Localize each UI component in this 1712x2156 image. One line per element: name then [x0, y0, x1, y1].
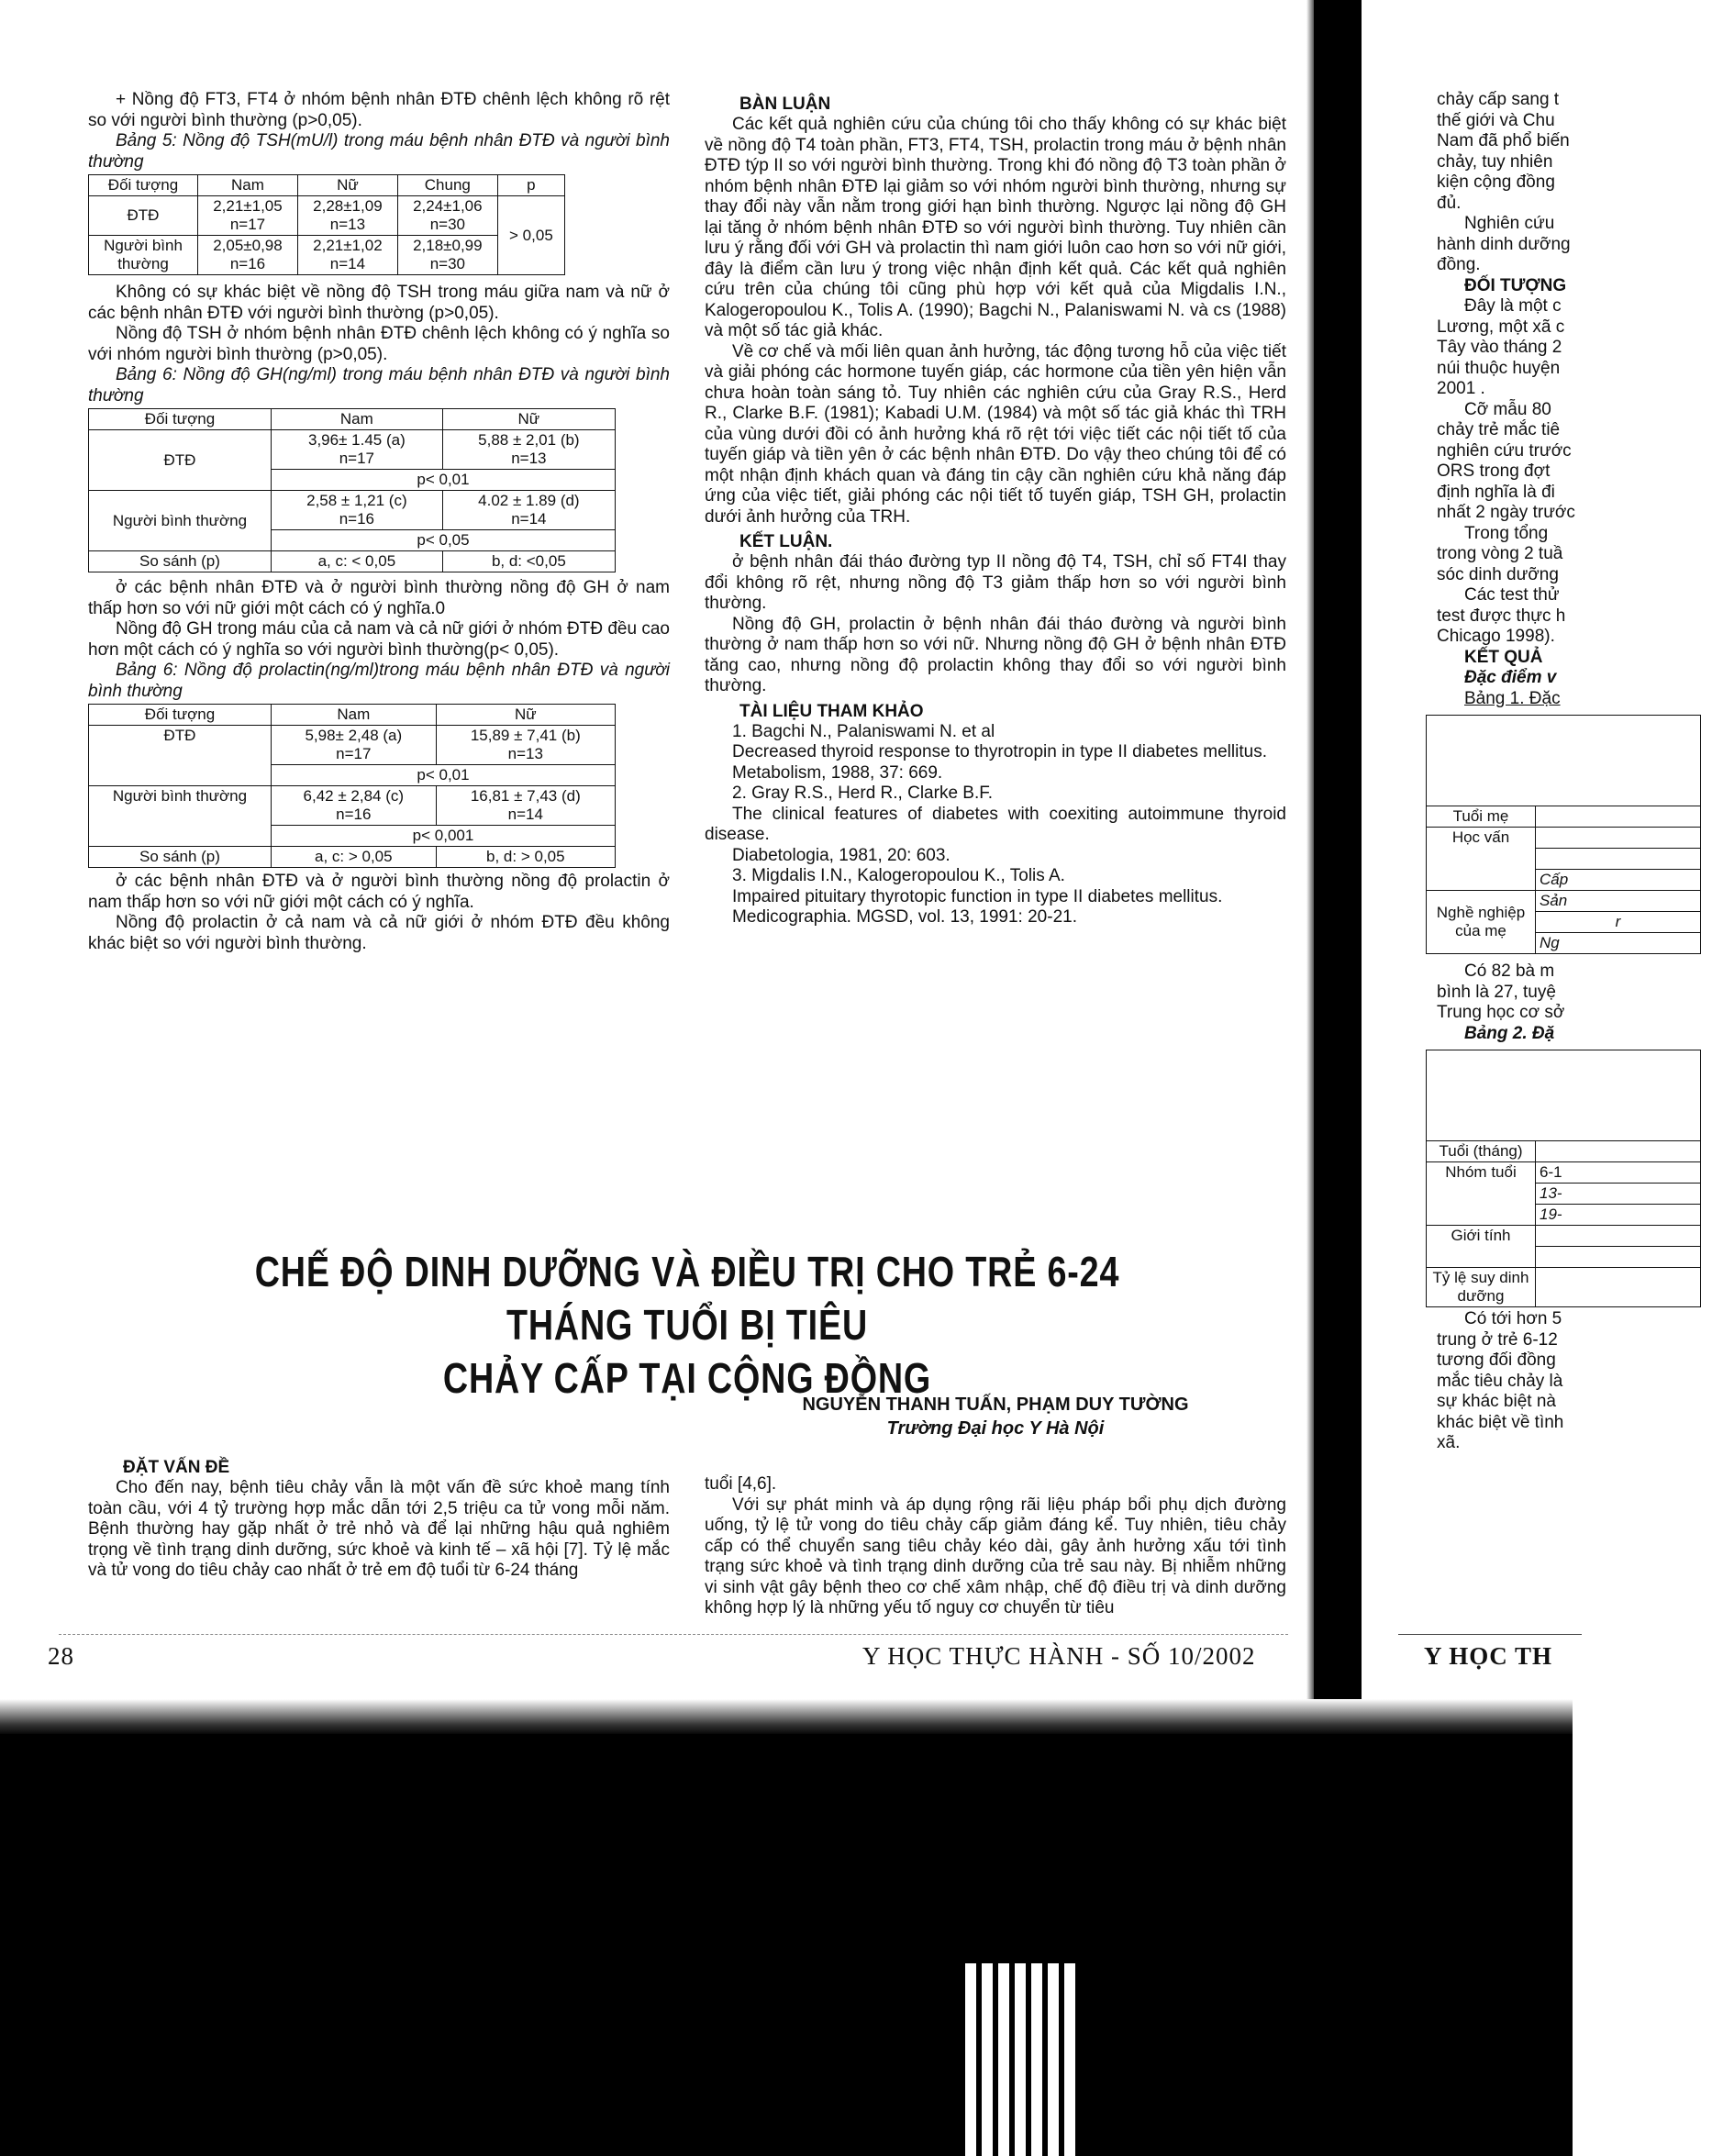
table-cell: r: [1536, 912, 1701, 933]
text-line: test được thực h: [1437, 606, 1566, 626]
table-cell: Chung: [397, 175, 497, 196]
text-line: tương đối đồng: [1437, 1350, 1556, 1370]
scan-bar-code: [965, 1963, 1080, 2156]
table-caption: Bảng 6: Nồng độ GH(ng/ml) trong máu bệnh nhân ĐTĐ và người bình thường: [88, 365, 670, 406]
table-row: [89, 196, 565, 236]
text-line: Đặc điểm v: [1464, 668, 1557, 687]
paragraph: ở các bệnh nhân ĐTĐ và ở người bình thường nồng độ prolactin ở nam thấp hơn so với nữ giới một cách có ý nghĩa.: [88, 872, 670, 912]
text-line: Tây vào tháng 2: [1437, 338, 1562, 357]
table-2-fragment: [1426, 1050, 1701, 1307]
text-line: Các test thử: [1464, 585, 1560, 605]
article-title: [88, 1245, 1286, 1405]
text-line: trung ở trẻ 6-12: [1437, 1329, 1558, 1350]
paragraph: Không có sự khác biệt về nồng độ TSH trong máu giữa nam và nữ ở các bệnh nhân ĐTĐ với người bình thường (p>0,05).: [88, 283, 670, 323]
text-line: trong vòng 2 tuầ: [1437, 544, 1563, 563]
table-cell: 2,21±1,02 n=14: [297, 236, 397, 275]
table-row: [89, 786, 616, 826]
table-cell: p< 0,001: [272, 826, 616, 847]
text-line: Trung học cơ sở: [1437, 1003, 1565, 1022]
section-heading: TÀI LIỆU THAM KHẢO: [739, 701, 924, 721]
table-cell: a, c: < 0,05: [272, 551, 443, 572]
article-title-line: CHẢY CẤP TẠI CỘNG ĐỒNG: [442, 1354, 932, 1402]
reference-title: Decreased thyroid response to thyrotropin in type II diabetes mellitus.: [732, 742, 1267, 761]
text-line: mắc tiêu chảy là: [1437, 1371, 1563, 1391]
table-cell: Học vấn: [1427, 828, 1536, 891]
scan-bottom-area: [0, 1734, 1573, 2156]
paragraph: Nồng độ GH, prolactin ở bệnh nhân đái tháo đường và người bình thường ở nam thấp hơn so với nữ. Nhưng nồng độ GH ở bệnh nhân ĐTĐ tăng cao, nhưng nồng độ prolactin không thay đổi so với người bình thường.: [705, 614, 1286, 695]
text-line: núi thuộc huyện: [1437, 358, 1561, 378]
table-cell: p< 0,05: [272, 530, 616, 551]
table-cell: p< 0,01: [272, 470, 616, 491]
table-cell: 5,88 ± 2,01 (b) n=13: [442, 430, 615, 470]
table-cell: 2,28±1,09 n=13: [297, 196, 397, 236]
footer-rule-fragment: [1398, 1634, 1582, 1635]
middle-column: [705, 90, 1286, 928]
text-line: nhất 2 ngày trước: [1437, 503, 1575, 522]
table-cell: So sánh (p): [89, 847, 272, 868]
table-cell: 19-: [1536, 1205, 1701, 1226]
text-line: chảy trẻ mắc tiê: [1437, 420, 1561, 439]
footer-rule: [59, 1634, 1288, 1635]
reference-authors: 3. Migdalis I.N., Kalogeropoulou K., Tolis A.: [732, 866, 1065, 885]
table-cell: 13-: [1536, 1184, 1701, 1205]
text-line: Trong tổng: [1464, 523, 1549, 543]
table-row: [89, 551, 616, 572]
table-cell: 2,58 ± 1,21 (c) n=16: [272, 491, 443, 530]
table-cell: Tuổi (tháng): [1427, 1141, 1536, 1162]
table-cell: Nhóm tuổi: [1427, 1162, 1536, 1226]
reference-authors: 1. Bagchi N., Palaniswami N. et al: [732, 721, 995, 741]
affiliation: Trường Đại học Y Hà Nội: [886, 1418, 1105, 1439]
table-caption: Bảng 5: Nồng độ TSH(mU/l) trong máu bệnh nhân ĐTĐ và người bình thường: [88, 131, 670, 172]
paragraph: Các kết quả nghiên cứu của chúng tôi cho thấy không có sự khác biệt về nồng độ T4 toàn phần, FT3, FT4, TSH, prolactin trong máu ở bệnh nhân ĐTĐ týp II so với người bình thường. Trong khi đó nồng độ T3 toàn phần ở nhóm bệnh nhân ĐTĐ lại giảm so với nhóm người bình thường, nhưng sự thay đổi này vẫn nằm trong giới hạn bình thường. Ngược lại nồng độ GH lại tăng ở nhóm bệnh nhân ĐTĐ so với người bình thường. Tuy nhiên cần lưu ý rằng đối với GH và prolactin thì nam giới luôn cao hơn so với nữ giới, đây là điểm cần lưu ý trong việc nhận định kết quả. Các kết quả nghiên cứu trên của chúng tôi cũng phù hợp với kết quả của Migdalis I.N., Kalogeropoulou K., Tolis A. (1990); Bagchi N., Palaniswami N. và cs (1988) và một số tác giả khác.: [705, 115, 1286, 340]
table-cell: 3,96± 1.45 (a) n=17: [272, 430, 443, 470]
table-row: [89, 491, 616, 530]
paragraph: Với sự phát minh và áp dụng rộng rãi liệu pháp bổi phụ dịch đường uống, tỷ lệ tử vong do tiêu chảy cấp giảm đáng kể. Tuy nhiên, tiêu chảy cấp có thể chuyển sang tiêu chảy kéo dài, gây ảnh hưởng xấu tới tình trạng sức khoẻ và tình trạng dinh dưỡng của trẻ sau này. Bị nhiễm những vi sinh vật gây bệnh theo cơ chế xâm nhập, chế độ điều trị và dinh dưỡng không hợp lý là những yếu tố nguy cơ chuyển từ tiêu: [705, 1495, 1286, 1617]
text-line: Nghiên cứu: [1464, 214, 1555, 233]
table-cell: Nữ: [436, 705, 615, 726]
table-1-fragment: [1426, 715, 1701, 954]
text-line: thế giới và Chu: [1437, 110, 1555, 130]
left-column: [88, 90, 670, 954]
journal-footer-fragment: Y HỌC TH: [1424, 1642, 1553, 1670]
table-cell: [1536, 828, 1701, 849]
text-line: Có tới hơn 5: [1464, 1309, 1562, 1328]
scan-gutter: [1314, 0, 1362, 1706]
reference-source: Diabetologia, 1981, 20: 603.: [732, 845, 950, 865]
table-cell: Ng: [1536, 933, 1701, 954]
table-cell: Nam: [272, 409, 443, 430]
table-row: [89, 847, 616, 868]
next-page-fragment: [1362, 0, 1621, 1706]
paragraph: ở các bệnh nhân ĐTĐ và ở người bình thường nồng độ GH ở nam thấp hơn so với nữ giới một cách có ý nghĩa.0: [88, 578, 670, 618]
table-cell: p: [497, 175, 564, 196]
section-heading: BÀN LUẬN: [739, 94, 831, 114]
section-heading: KẾT LUẬN.: [739, 532, 833, 551]
text-line: chảy cấp sang t: [1437, 90, 1560, 109]
table-cell: ĐTĐ: [89, 196, 198, 236]
table-cell: p< 0,01: [272, 765, 616, 786]
text-line: Chicago 1998).: [1437, 627, 1555, 646]
reference-authors: 2. Gray R.S., Herd R., Clarke B.F.: [732, 783, 994, 803]
table-caption: Bảng 6: Nồng độ prolactin(ng/ml)trong máu bệnh nhân ĐTĐ và người bình thường: [88, 661, 670, 701]
text-line: Đây là một c: [1464, 296, 1562, 316]
table-cell: [1536, 1247, 1701, 1268]
table-5: [88, 174, 565, 275]
table-cell: Đối tượng: [89, 175, 198, 196]
table-prolactin: [88, 704, 616, 868]
table-cell: Cấp: [1536, 870, 1701, 891]
table-6: [88, 408, 616, 572]
text-line: Cỡ mẫu 80: [1464, 399, 1551, 419]
reference-title: The clinical features of diabetes with coexiting autoimmune thyroid disease.: [705, 804, 1286, 844]
table-cell: 6,42 ± 2,84 (c) n=16: [272, 786, 437, 826]
table-cell: 6-1: [1536, 1162, 1701, 1184]
table-cell: ĐTĐ: [89, 726, 272, 786]
table-cell: Giới tính: [1427, 1226, 1536, 1268]
table-cell: b, d: <0,05: [442, 551, 615, 572]
paragraph: ở bệnh nhân đái tháo đường typ II nồng độ T4, TSH, chỉ số FT4I thay đổi không rõ rệt, nhưng nồng độ T3 giảm thấp hơn so với người bình thường.: [705, 552, 1286, 613]
table-cell: 4.02 ± 1.89 (d) n=14: [442, 491, 615, 530]
table-cell: Nữ: [442, 409, 615, 430]
text-line: ORS trong đợt: [1437, 461, 1551, 481]
table-cell: So sánh (p): [89, 551, 272, 572]
article-title-line: CHẾ ĐỘ DINH DƯỠNG VÀ ĐIỀU TRỊ CHO TRẺ 6-24 THÁNG TUỔI BỊ TIÊU: [254, 1248, 1120, 1349]
table-cell: b, d: > 0,05: [436, 847, 615, 868]
text-line: hành dinh dưỡng: [1437, 234, 1571, 254]
text-line: ĐỐI TƯỢNG: [1464, 275, 1567, 295]
article-right-column: [705, 1474, 1286, 1619]
text-line: Bảng 1. Đặc: [1464, 688, 1561, 708]
table-cell: 15,89 ± 7,41 (b) n=13: [436, 726, 615, 765]
table-row: [89, 726, 616, 765]
table-cell: [1536, 1226, 1701, 1247]
table-cell: > 0,05: [497, 196, 564, 275]
table-cell: ĐTĐ: [89, 430, 272, 491]
paragraph: tuổi [4,6].: [705, 1474, 777, 1494]
table-cell: Nữ: [297, 175, 397, 196]
table-cell: Người bình thường: [89, 491, 272, 551]
authors: NGUYỄN THANH TUẤN, PHẠM DUY TƯỜNG: [802, 1395, 1189, 1415]
text-line: Nam đã phổ biến: [1437, 131, 1570, 150]
table-cell: Tuổi mẹ: [1427, 806, 1536, 828]
paragraph: Về cơ chế và mối liên quan ảnh hưởng, tác động tương hỗ của việc tiết và giải phóng các hormone tuyến giáp, các hormone của tiền yên hiện vẫn chưa hoàn toàn sáng tỏ. Tuy nhiên các nghiên cứu của Gray R.S., Herd R., Clarke B.F. (1981); Kabadi U.M. (1984) và một số tác giả khác thì TRH của vùng dưới đồi có ảnh hưởng khá rõ rệt tới việc tiết các nội tiết tố của tuyến giáp và tiền yên ở các bệnh nhân ĐTĐ. Do vậy theo chúng tôi để có một nhận định khách quan và đáng tin cậy cần nghiên cứu khả năng đáp ứng của việc tiết, giải phóng các nội tiết tố tuyến giáp, TSH GH, prolactin dưới ảnh hưởng của TRH.: [705, 341, 1286, 527]
table-cell: Đối tượng: [89, 705, 272, 726]
paragraph: Nồng độ GH trong máu của cả nam và cả nữ giới ở nhóm ĐTĐ đều cao hơn một cách có ý nghĩa so với người bình thường(p< 0,05).: [88, 619, 670, 660]
table-cell: 2,05±0,98 n=16: [198, 236, 298, 275]
section-heading: ĐẶT VẤN ĐỀ: [123, 1458, 230, 1477]
paragraph: Cho đến nay, bệnh tiêu chảy vẫn là một vấn đề sức khoẻ mang tính toàn cầu, với 4 tỷ trường hợp mắc dẫn tới 2,5 triệu ca tử vong mỗi năm. Bệnh thường hay gặp nhất ở trẻ nhỏ và để lại những hậu quả nghiêm trọng về tình trạng dinh dưỡng, sức khoẻ và kinh tế – xã hội [7]. Tỷ lệ mắc và tử vong do tiêu chảy cao nhất ở trẻ em độ tuổi từ 6-24 tháng: [88, 1478, 670, 1580]
table-cell: 2,21±1,05 n=17: [198, 196, 298, 236]
text-line: Có 82 bà m: [1464, 961, 1555, 981]
article-left-column: [88, 1453, 670, 1582]
text-line: Lương, một xã c: [1437, 317, 1565, 337]
table-cell: Đối tượng: [89, 409, 272, 430]
scan-gutter-edge: [1306, 0, 1317, 1706]
table-cell: [1536, 806, 1701, 828]
reference-source: Metabolism, 1988, 37: 669.: [732, 762, 943, 783]
table-cell: [1536, 1141, 1701, 1162]
table-cell: a, c: > 0,05: [272, 847, 437, 868]
text-line: đồng.: [1437, 255, 1481, 274]
table-cell: [1427, 716, 1701, 806]
page-number: 28: [48, 1642, 74, 1670]
scan-shadow: [0, 1699, 1573, 1736]
text-line: KẾT QUẢ: [1464, 647, 1543, 667]
table-cell: [1536, 1268, 1701, 1307]
table-row: [89, 430, 616, 470]
table-cell: [1536, 849, 1701, 870]
text-line: định nghĩa là đi: [1437, 482, 1555, 502]
text-line: chảy, tuy nhiên: [1437, 151, 1553, 172]
table-cell: Tỷ lệ suy dinh dưỡng: [1427, 1268, 1536, 1307]
table-cell: 2,24±1,06 n=30: [397, 196, 497, 236]
text-line: xã.: [1437, 1433, 1461, 1452]
table-cell: 5,98± 2,48 (a) n=17: [272, 726, 437, 765]
paragraph: Nồng độ prolactin ở cả nam và cả nữ giới ở nhóm ĐTĐ đều không khác biệt so với người bình thường.: [88, 913, 670, 953]
text-line: khác biệt về tình: [1437, 1412, 1564, 1432]
reference-title: Impaired pituitary thyrotopic function in type II diabetes mellitus.: [732, 886, 1223, 906]
reference-source: Medicographia. MGSD, vol. 13, 1991: 20-21.: [732, 907, 1077, 927]
text-line: sự khác biệt nà: [1437, 1392, 1556, 1411]
table-cell: Người bình thường: [89, 236, 198, 275]
table-cell: Nam: [272, 705, 437, 726]
table-row: [89, 236, 565, 275]
text-line: sóc dinh dưỡng: [1437, 564, 1559, 584]
text-line: đủ.: [1437, 193, 1462, 213]
table-header-row: [89, 175, 565, 196]
table-header-row: [89, 409, 616, 430]
table-cell: 2,18±0,99 n=30: [397, 236, 497, 275]
text-line: 2001 .: [1437, 379, 1485, 398]
paragraph: + Nồng độ FT3, FT4 ở nhóm bệnh nhân ĐTĐ chênh lệch không rõ rệt so với người bình thường (p>0,05).: [88, 90, 670, 130]
table-cell: Nam: [198, 175, 298, 196]
table-header-row: [89, 705, 616, 726]
table-cell: [1427, 1050, 1701, 1141]
text-line: bình là 27, tuyệ: [1437, 982, 1556, 1002]
table-cell: Người bình thường: [89, 786, 272, 847]
text-line: nghiên cứu trước: [1437, 440, 1572, 461]
paragraph: Nồng độ TSH ở nhóm bệnh nhân ĐTĐ chênh lệch không có ý nghĩa so với nhóm người bình thường (p>0,05).: [88, 324, 670, 364]
table-cell: Sản: [1536, 891, 1701, 912]
table-cell: Nghề nghiệp của mẹ: [1427, 891, 1536, 954]
table-cell: 16,81 ± 7,43 (d) n=14: [436, 786, 615, 826]
text-line: kiện cộng đồng: [1437, 172, 1555, 192]
journal-footer: Y HỌC THỰC HÀNH - SỐ 10/2002: [862, 1642, 1256, 1670]
text-line: Bảng 2. Đặ: [1464, 1023, 1555, 1043]
